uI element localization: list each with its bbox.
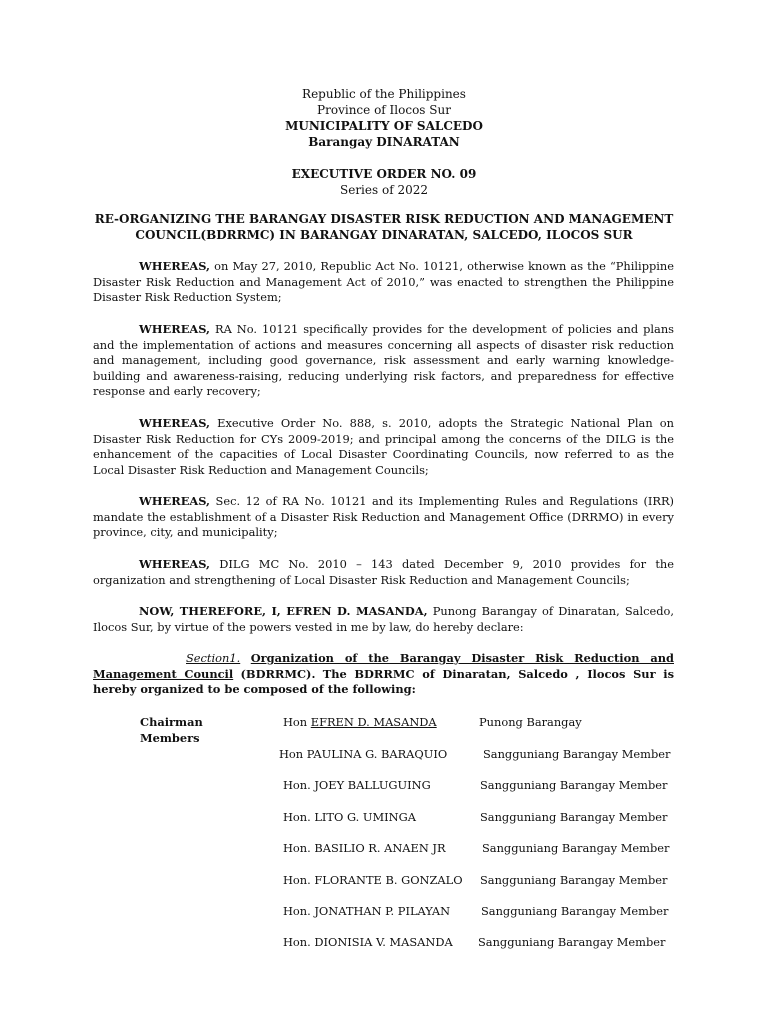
letterhead-municipality: MUNICIPALITY OF SALCEDO: [285, 119, 483, 133]
letterhead-province: Province of Ilocos Sur: [317, 103, 451, 117]
whereas-lead: WHEREAS,: [139, 416, 211, 430]
declaration-lead: NOW, THEREFORE, I, EFREN D. MASANDA,: [139, 604, 428, 618]
chairman-position: Punong Barangay: [479, 715, 582, 729]
title-line-2: COUNCIL(BDRRMC) IN BARANGAY DINARATAN, SALCEDO, ILOCOS SUR: [135, 228, 633, 242]
member-position: Sangguniang Barangay Member: [480, 778, 668, 792]
member-name: Hon. LITO G. UMINGA: [283, 810, 416, 824]
section-1-label: Section1.: [186, 651, 241, 665]
member-name: Hon. JONATHAN P. PILAYAN: [283, 904, 451, 918]
whereas-text: Executive Order No. 888, s. 2010, adopts the Strategic National Plan on Disaster Risk Reduction for CYs 2009-2019; and principal among the concerns of the DILG is the enhancement of the capacities of Local Disaster Coordinating Councils, now referred to as the Local Disaster Risk Reduction and Management Councils;: [93, 416, 674, 477]
member-name: Hon PAULINA G. BARAQUIO: [279, 747, 448, 761]
whereas-lead: WHEREAS,: [139, 322, 211, 336]
chairman-prefix: Hon: [283, 715, 311, 729]
section-1-abbr: (BDRRMC).: [240, 666, 316, 681]
member-position: Sangguniang Barangay Member: [480, 810, 668, 824]
order-series: Series of 2022: [340, 183, 428, 197]
whereas-lead: WHEREAS,: [139, 259, 211, 273]
section-1-text: The BDRRMC of Dinaratan, Salcedo , Ilocos Sur is hereby organized to be composed of the following:: [93, 666, 675, 697]
member-position: Sangguniang Barangay Member: [481, 904, 669, 918]
member-name: Hon. FLORANTE B. GONZALO: [283, 873, 463, 887]
member-name: Hon. BASILIO R. ANAEN JR: [283, 841, 446, 855]
whereas-lead: WHEREAS,: [139, 494, 211, 508]
members-label: Members: [140, 731, 200, 745]
chairman-name-text: EFREN D. MASANDA: [310, 715, 437, 729]
chairman-name: [283, 714, 437, 730]
whereas-lead: WHEREAS,: [139, 557, 211, 571]
whereas-text: RA No. 10121 specifically provides for the development of policies and plans and the implementation of actions and measures concerning all aspects of disaster risk reduction and management, including good governance, risk assessment and early warning knowledge-building and awareness-raising, reducing underlying risk factors, and preparedness for effective response and early recovery;: [93, 322, 674, 399]
member-position: Sangguniang Barangay Member: [483, 747, 671, 761]
declaration-text: Punong Barangay of Dinaratan, Salcedo, Ilocos Sur, by virtue of the powers vested in me by law, do hereby declare:: [93, 604, 674, 634]
chairman-label: Chairman: [140, 715, 203, 729]
whereas-text: on May 27, 2010, Republic Act No. 10121, otherwise known as the “Philippine Disaster Risk Reduction and Management Act of 2010,” was enacted to strengthen the Philippine Disaster Risk Reduction System;: [93, 259, 674, 305]
member-position: Sangguniang Barangay Member: [482, 841, 670, 855]
whereas-text: Sec. 12 of RA No. 10121 and its Implementing Rules and Regulations (IRR) mandate the establishment of a Disaster Risk Reduction and Management Office (DRRMO) in every province, city, and municipality;: [93, 494, 674, 540]
section-1-heading: Organization of the Barangay Disaster Risk Reduction and Management Council: [93, 651, 674, 681]
member-position: Sangguniang Barangay Member: [480, 873, 668, 887]
letterhead-barangay: Barangay DINARATAN: [308, 135, 460, 149]
member-name: Hon. JOEY BALLUGUING: [283, 778, 431, 792]
letterhead-republic: Republic of the Philippines: [302, 87, 466, 101]
whereas-text: DILG MC No. 2010 – 143 dated December 9, 2010 provides for the organization and strengthening of Local Disaster Risk Reduction and Management Councils;: [93, 557, 674, 587]
member-position: Sangguniang Barangay Member: [478, 935, 666, 949]
member-name: Hon. DIONISIA V. MASANDA: [283, 935, 453, 949]
title-line-1: RE-ORGANIZING THE BARANGAY DISASTER RISK REDUCTION AND MANAGEMENT: [94, 212, 674, 226]
order-number: EXECUTIVE ORDER NO. 09: [291, 167, 477, 181]
